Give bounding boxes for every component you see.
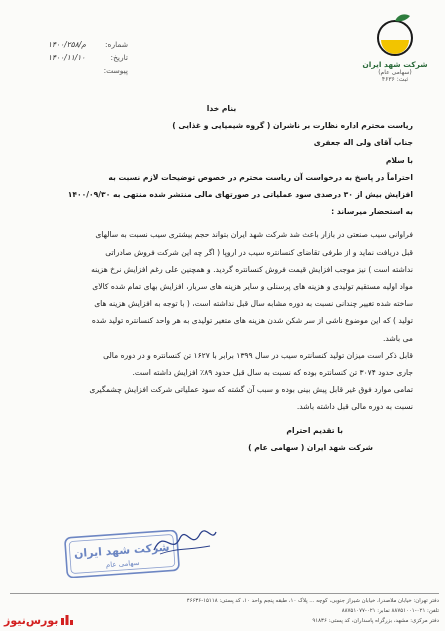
paragraph-line: نداشته است ) نیز موجب افزایش قیمت فروش کنسانتره گردید. و همچنین علی رغم افزایش نرخ هزینه — [91, 264, 413, 274]
letter-attention: جناب آقای ولی اله جعفری — [313, 138, 413, 148]
paragraph-line: می باشد. — [382, 333, 413, 343]
letter-closing: با تقدیم احترام — [286, 425, 343, 435]
paragraph-line: مواد اولیه مستقیم تولیدی و هزینه های پرسنلی و سایر هزینه های سربار، افزایش بهای تمام شده کالای — [92, 282, 413, 292]
paragraph-line: ساخته شده تغییر چندانی نسبت به دوره مشابه سال قبل نداشته است، ( با توجه به افزایش هزینه های — [94, 299, 413, 309]
letter-meta — [48, 38, 128, 77]
stamp-text: شرکت شهد ایران — [73, 540, 170, 561]
meta-number-value: م/۱۴۰۰/۲۵۸ — [48, 40, 86, 49]
letter-subject-line: به استحضار میرساند : — [331, 207, 413, 217]
footer-central-office: دفتر مرکزی: مشهد، بزرگراه پاسداران، کد پستی: ۹۱۸۳۶ — [312, 618, 439, 624]
meta-date-value: ۱۴۰۰/۱۱/۱۰ — [48, 53, 86, 62]
meta-date — [48, 51, 128, 64]
meta-date-label: تاریخ: — [110, 53, 128, 62]
paragraph-line: تمامی موارد فوق غیر قابل پیش بینی بوده و سبب آن گشته که سود عملیاتی شرکت افزایش چشمگیری — [89, 385, 413, 395]
meta-attachment — [48, 64, 128, 77]
footer-divider — [10, 593, 439, 594]
paragraph-line: نسبت به دوره مالی قبل داشته باشد. — [296, 402, 413, 412]
meta-attachment-label: پیوست: — [103, 66, 128, 75]
meta-number — [48, 38, 128, 51]
paragraph-line: قبل دریافت نماید و از طرفی تقاضای کنسانتره سیب در اروپا ( اگر چه این شرکت فروش صادراتی — [105, 247, 413, 257]
letter-footer — [10, 596, 439, 626]
watermark-logo-icon — [60, 614, 74, 626]
letter-recipient: ریاست محترم اداره نظارت بر ناشران ( گروه شیمیایی و غذایی ) — [172, 121, 413, 131]
letter-signoff: شرکت شهد ایران ( سهامی عام ) — [248, 442, 373, 452]
footer-phone: تلفن: ۰۲۱-۸۸۷۵۱۰۰۱ نمابر: ۰۲۱-۸۸۷۵۱۰۷۷ — [341, 608, 439, 614]
watermark-text: بورس‌نیوز — [4, 614, 59, 627]
paragraph-line: قابل ذکر است میزان تولید کنسانتره سیب در سال ۱۳۹۹ برابر با ۱۶۲۷ تن کنسانتره و در دوره مالی — [103, 350, 413, 360]
company-type: (سهامی عام) — [378, 69, 412, 76]
meta-number-label: شماره: — [105, 40, 128, 49]
letter-opening: بنام خدا — [206, 104, 237, 113]
company-registration: ثبت: ۴۶۳۶ — [381, 76, 409, 83]
footer-address: دفتر تهران: خیابان ملاصدرا، خیابان شیراز جنوبی، کوچه ... پلاک ۱۰، طبقه پنجم واحد ۱۰، کد پستی: ۱۵۱۱۸-۴۶۶۳۶ — [186, 598, 439, 604]
stamp-subtext: سهامی عام — [105, 558, 140, 570]
letter-subject-line: افزایش بیش از ۳۰ درصدی سود عملیاتی در صورتهای مالی منتشر شده منتهی به ۱۴۰۰/۰۹/۳۰ — [67, 190, 413, 200]
company-name: شرکت شهد ایران — [362, 60, 428, 69]
paragraph-line: تولید ) که این موضوع ناشی از سر شکن شدن هزینه های متغیر تولیدی به هر واحد کنسانتره تولید شده — [91, 316, 413, 326]
paragraph-line: فراوانی سیب صنعتی در بازار باعث شد شرکت شهد ایران بتواند حجم بیشتری سیب نسبت به سالهای — [95, 230, 413, 240]
signature — [150, 520, 220, 560]
letter-greeting: با سلام — [385, 155, 413, 165]
letter-body — [30, 100, 413, 456]
paragraph-line: جاری حدود ۳۰۷۴ تن کنسانتره بوده که نسبت به سال قبل حدود ۸۹٪ افزایش داشته است. — [132, 368, 413, 378]
company-logo — [359, 10, 431, 83]
logo-fruit-icon — [372, 10, 418, 58]
letter-subject-line: احتراماً در پاسخ به درخواست آن ریاست محترم در خصوص توضیحات لازم نسبت به — [108, 172, 413, 182]
